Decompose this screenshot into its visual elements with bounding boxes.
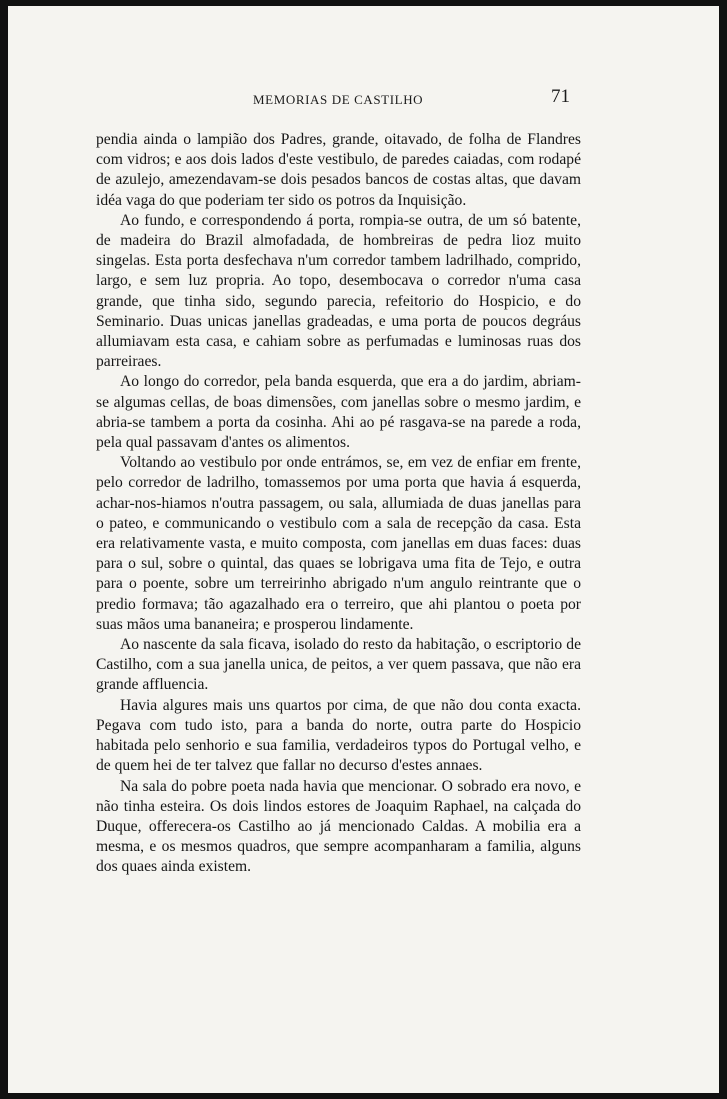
paragraph-1: pendia ainda o lampião dos Padres, grande, oitavado, de folha de Flandres com vidros; e aos dois lados d'este vestibulo, de paredes caiadas, com rodapé de azulejo, amezendavam-se dois pesados bancos de costas altas, que davam idéa vaga do que poderiam ter sido os potros da Inquisição. [96, 131, 581, 209]
paragraph-5: Ao nascente da sala ficava, isolado do resto da habitação, o escriptorio de Castilho, com a sua janella unica, de peitos, a ver quem passava, que não era grande affluencia. [96, 636, 581, 694]
page-header [8, 84, 719, 114]
running-title: MEMORIAS DE CASTILHO [253, 92, 424, 107]
book-page [8, 6, 719, 1093]
paragraph-6: Havia algures mais uns quartos por cima, de que não dou conta exacta. Pegava com tudo isto, para a banda do norte, outra parte do Hospicio habitada pelo senhorio e sua familia, verdadeiros typos do Portugal velho, e de quem hei de ter talvez que fallar no decurso d'estes annaes. [96, 696, 581, 775]
paragraph-4: Voltando ao vestibulo por onde entrámos, se, em vez de enfiar em frente, pelo corredor de ladrilho, tomassemos por uma porta que havia á esquerda, achar-nos-hiamos n'outra passagem, ou sala, allumiada de duas janellas para o pateo, e communicando o vestibulo com a sala de recepção da casa. Esta era relativamente vasta, e muito composta, com janellas em duas faces: duas para o sul, sobre o quintal, das quaes se lobrigava uma fita de Tejo, e outra para o poente, sobre um terreirinho abrigado n'um angulo reintrante que o predio formava; tão agazalhado era o terreiro, que ahi plantou o poeta por suas mãos uma bananeira; e prosperou lindamente. [96, 454, 581, 633]
paragraph-2: Ao fundo, e correspondendo á porta, rompia-se outra, de um só batente, de madeira do Brazil almofadada, de hombreiras de pedra lioz muito singelas. Esta porta desfechava n'um corredor tambem ladrilhado, comprido, largo, e sem luz propria. Ao topo, desembocava o corredor n'uma casa grande, que tinha sido, segundo parecia, refeitorio do Hospicio, e do Seminario. Duas unicas janellas gradeadas, e uma porta de poucos degráus allumiavam esta casa, e cahiam sobre as perfumadas e luminosas ruas dos parreiraes. [96, 211, 581, 371]
paragraph-3: Ao longo do corredor, pela banda esquerda, que era a do jardim, abriam-se algumas cellas, de boas dimensões, com janellas sobre o mesmo jardim, e abria-se tambem a porta da cosinha. Ahi ao pé rasgava-se na parede a roda, pela qual passavam d'antes os alimentos. [96, 373, 581, 452]
page-number: 71 [551, 86, 570, 107]
body-text [96, 130, 581, 878]
paragraph-7: Na sala do pobre poeta nada havia que mencionar. O sobrado era novo, e não tinha esteira. Os dois lindos estores de Joaquim Raphael, na calçada do Duque, offerecera-os Castilho ao já mencionado Caldas. A mobilia era a mesma, e os mesmos quadros, que sempre acompanharam a familia, alguns dos quaes ainda existem. [96, 777, 581, 876]
